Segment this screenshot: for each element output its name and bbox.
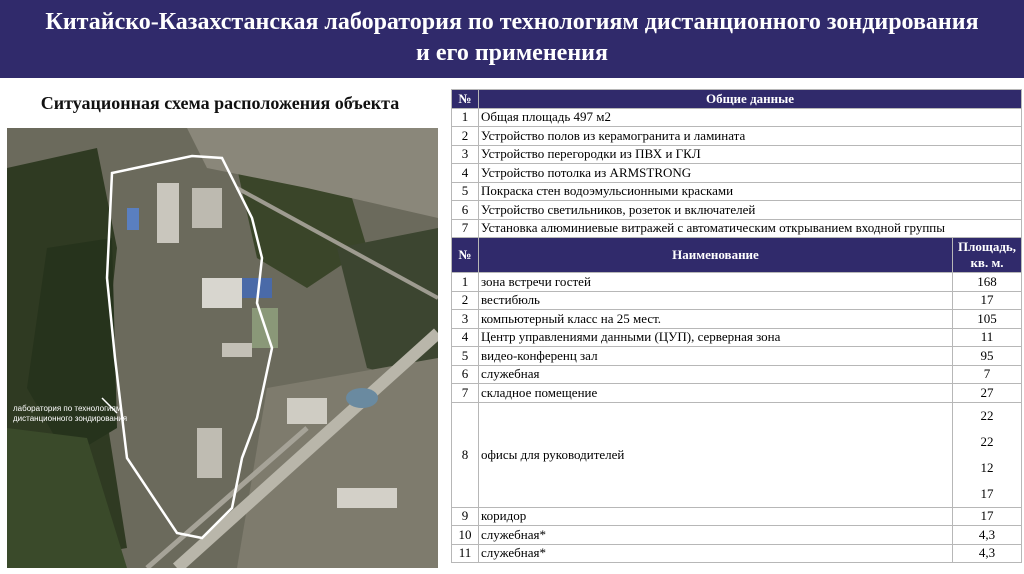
room-row (452, 384, 1022, 403)
room-area: 4,3 (953, 544, 1022, 563)
row-num: 11 (452, 544, 479, 563)
room-area: 27 (953, 384, 1022, 403)
col-num-header: № (452, 238, 479, 273)
map-label-line2: дистанционного зондирования (13, 414, 128, 423)
room-area: 17 (980, 485, 994, 501)
satellite-map-drawing (7, 128, 438, 568)
row-num: 7 (452, 384, 479, 403)
general-row (452, 145, 1022, 164)
row-text: Установка алюминиевые витражей с автоматическим открыванием входной группы (479, 219, 1022, 238)
row-num: 3 (452, 310, 479, 329)
page-title (0, 7, 1024, 69)
room-row (452, 310, 1022, 329)
room-name: видео-конференц зал (479, 347, 953, 366)
map-section-title: Ситуационная схема расположения объекта (40, 93, 400, 113)
row-num: 1 (452, 273, 479, 292)
room-name: служебная (479, 365, 953, 384)
room-row (452, 347, 1022, 366)
map-label-line1: лаборатория по технологиям (13, 404, 122, 413)
col-area-header-line1: Площадь, (957, 239, 1017, 254)
room-area: 22 (980, 407, 994, 423)
room-name: офисы для руководителей (479, 402, 953, 507)
object-data-table (451, 89, 1022, 563)
room-name: вестибюль (479, 291, 953, 310)
page-title-line1: Китайско-Казахстанская лаборатория по технологиям дистанционного зондирования (45, 9, 979, 35)
room-name: компьютерный класс на 25 мест. (479, 310, 953, 329)
room-row (452, 526, 1022, 545)
room-area: 22 (980, 433, 994, 449)
row-num: 9 (452, 507, 479, 526)
general-row (452, 182, 1022, 201)
room-row (452, 544, 1022, 563)
row-text: Устройство перегородки из ПВХ и ГКЛ (479, 145, 1022, 164)
row-num: 2 (452, 291, 479, 310)
general-row (452, 127, 1022, 146)
row-num: 7 (452, 219, 479, 238)
room-name: зона встречи гостей (479, 273, 953, 292)
room-name: складное помещение (479, 384, 953, 403)
room-area: 7 (953, 365, 1022, 384)
row-num: 6 (452, 201, 479, 220)
room-name: Центр управлениями данными (ЦУП), серверная зона (479, 328, 953, 347)
room-area: 12 (980, 459, 994, 475)
room-name: служебная* (479, 544, 953, 563)
general-row (452, 219, 1022, 238)
room-area: 105 (953, 310, 1022, 329)
room-area: 95 (953, 347, 1022, 366)
room-area: 11 (953, 328, 1022, 347)
room-area-list (953, 402, 1022, 507)
room-row-offices (452, 402, 1022, 507)
room-name: коридор (479, 507, 953, 526)
row-text: Устройство полов из керамогранита и ламината (479, 127, 1022, 146)
row-text: Устройство потолка из ARMSTRONG (479, 164, 1022, 183)
general-row (452, 201, 1022, 220)
row-num: 5 (452, 347, 479, 366)
room-row (452, 273, 1022, 292)
header-bar (0, 0, 1024, 78)
row-num: 1 (452, 108, 479, 127)
room-name: служебная* (479, 526, 953, 545)
room-row (452, 291, 1022, 310)
rooms-table-header (452, 238, 1022, 273)
row-num: 10 (452, 526, 479, 545)
room-area: 168 (953, 273, 1022, 292)
col-general-header: Общие данные (479, 90, 1022, 109)
row-text: Устройство светильников, розеток и включателей (479, 201, 1022, 220)
room-area: 4,3 (953, 526, 1022, 545)
room-row (452, 365, 1022, 384)
col-area-header-line2: кв. м. (970, 255, 1004, 270)
room-area: 17 (953, 507, 1022, 526)
room-row (452, 328, 1022, 347)
room-row (452, 507, 1022, 526)
col-name-header: Наименование (479, 238, 953, 273)
row-text: Покраска стен водоэмульсионными красками (479, 182, 1022, 201)
room-area: 17 (953, 291, 1022, 310)
general-row (452, 164, 1022, 183)
satellite-map-image (7, 128, 438, 568)
general-row (452, 108, 1022, 127)
row-num: 2 (452, 127, 479, 146)
col-num-header: № (452, 90, 479, 109)
row-num: 5 (452, 182, 479, 201)
row-num: 4 (452, 164, 479, 183)
col-area-header (953, 238, 1022, 273)
row-num: 3 (452, 145, 479, 164)
row-text: Общая площадь 497 м2 (479, 108, 1022, 127)
row-num: 4 (452, 328, 479, 347)
general-table-header (452, 90, 1022, 109)
row-num: 6 (452, 365, 479, 384)
page-title-line2: и его применения (416, 40, 608, 66)
row-num: 8 (452, 402, 479, 507)
